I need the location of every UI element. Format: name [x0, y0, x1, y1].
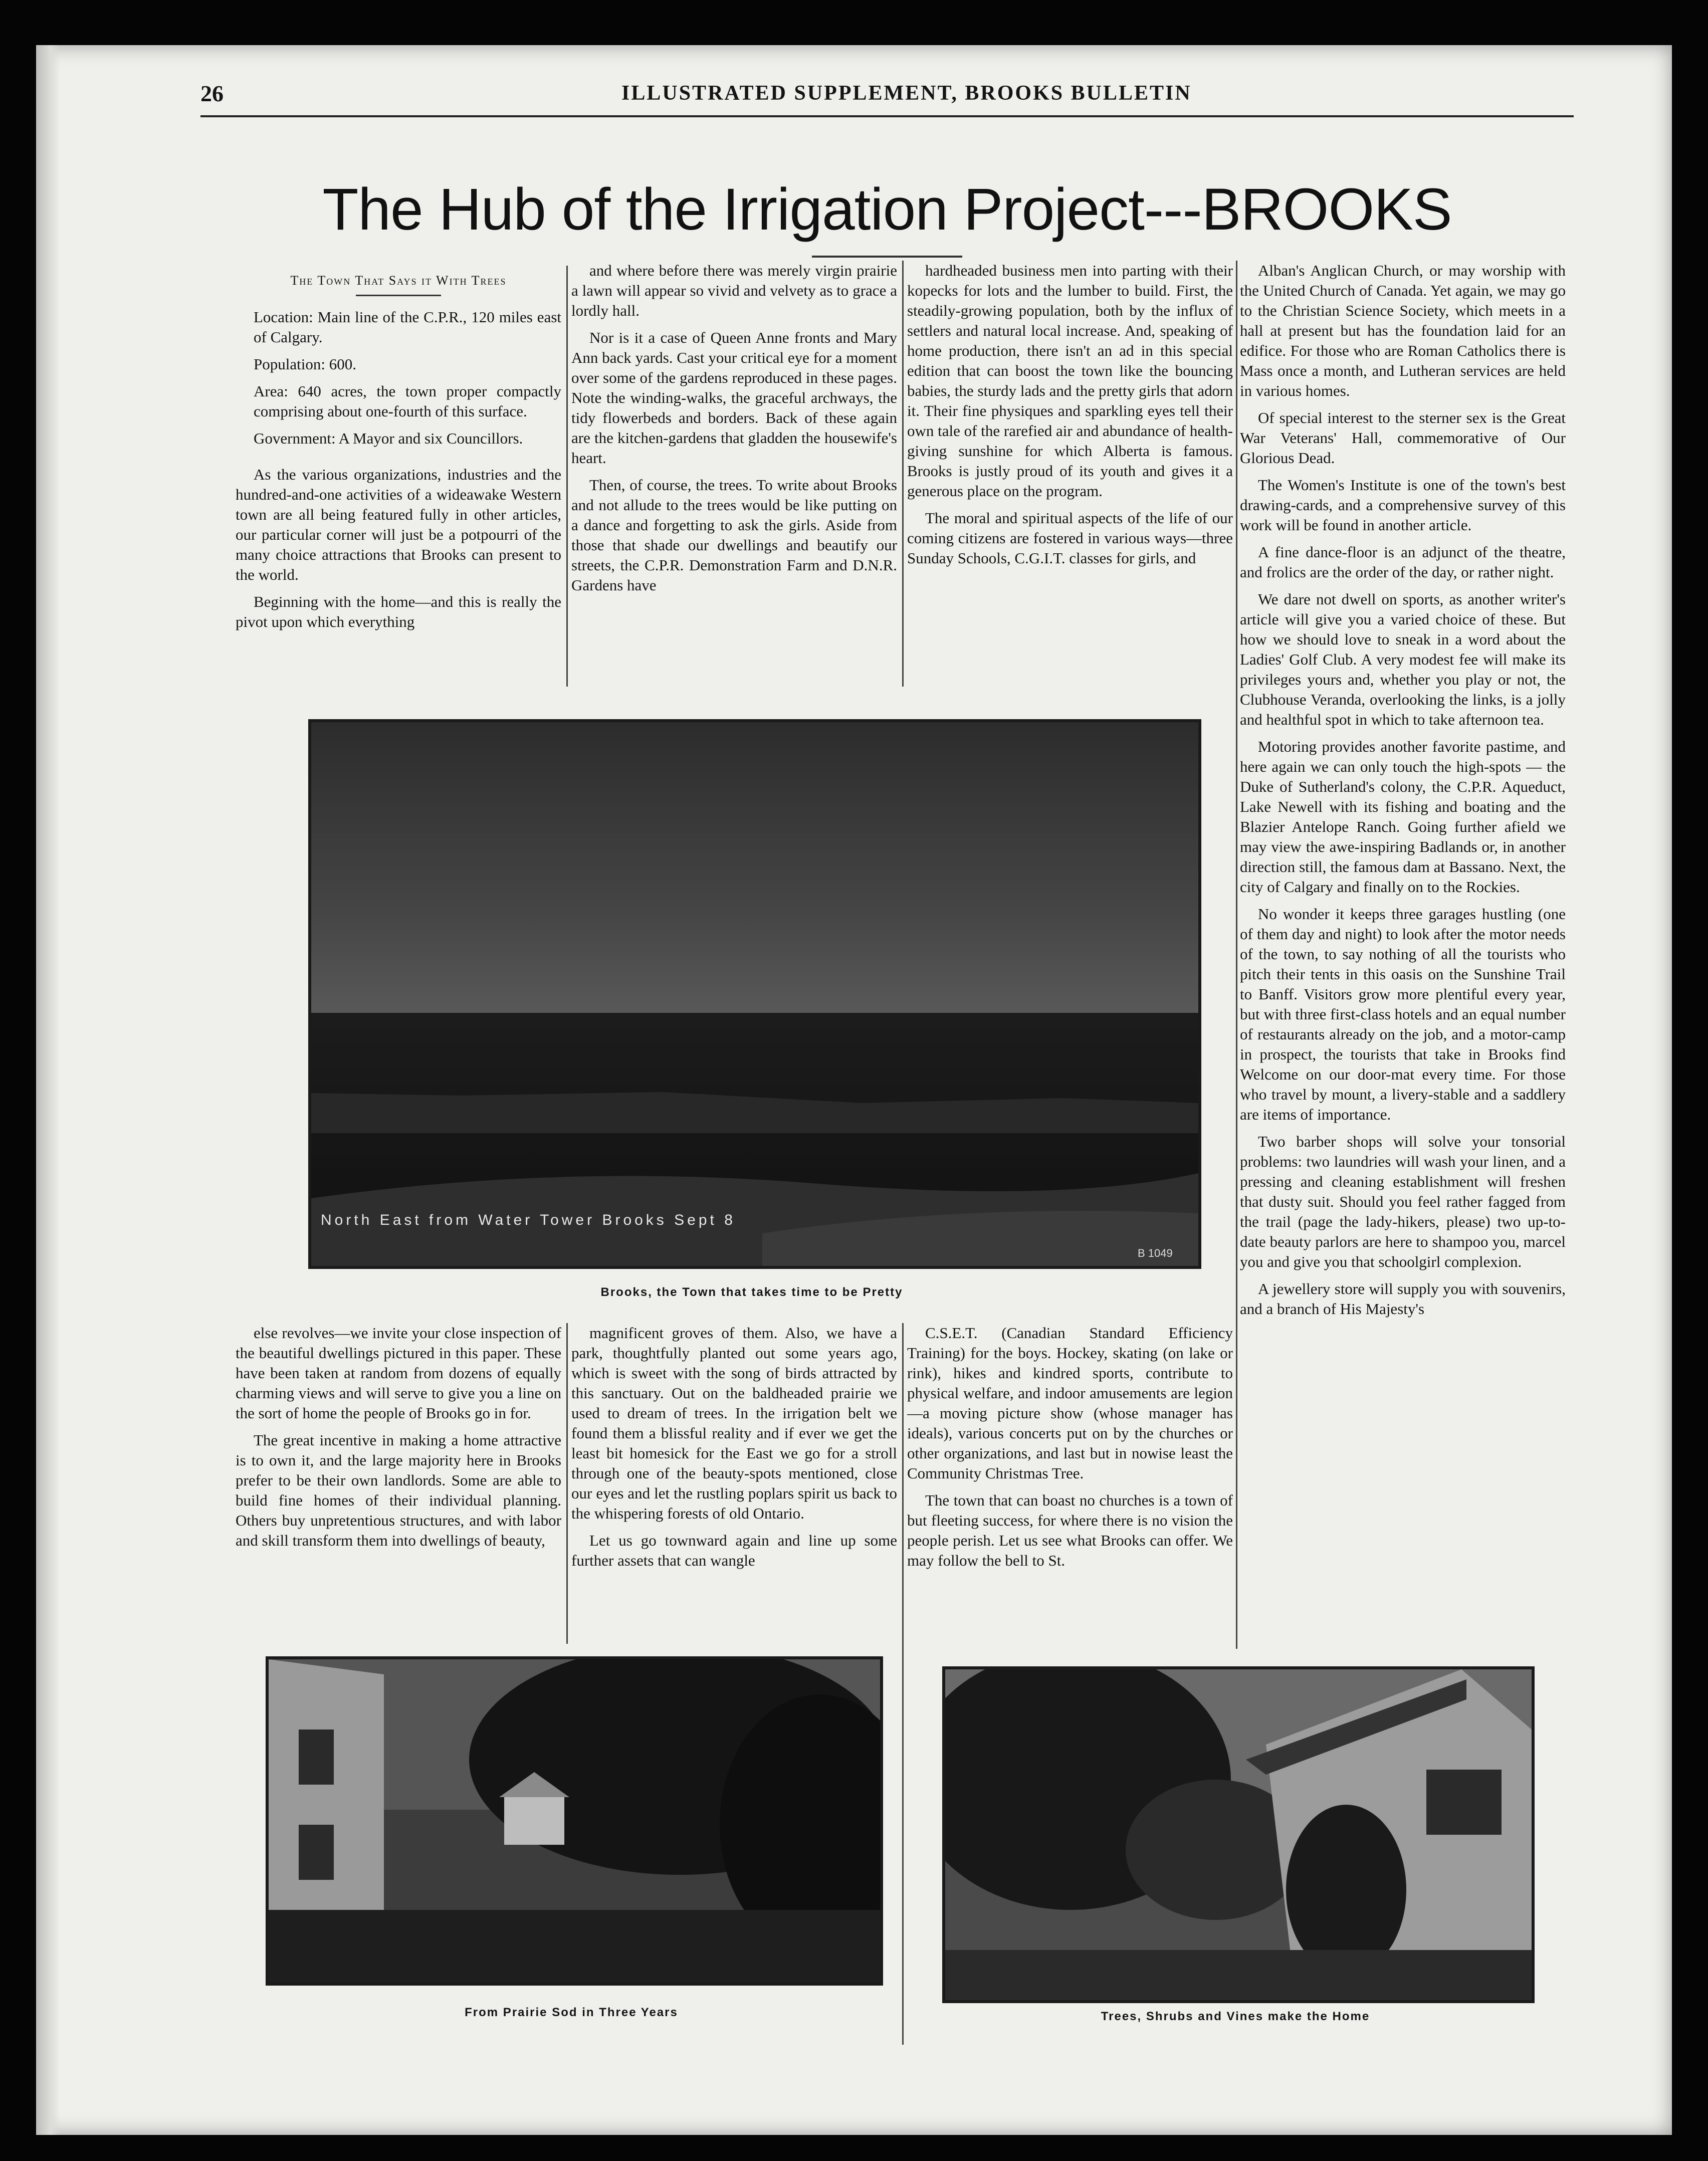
column-1-top-text [236, 465, 561, 632]
fact-label: Government: [254, 429, 336, 447]
bottom-right-photo-image [945, 1669, 1532, 2000]
paragraph: Two barber shops will solve your tonsorial problems: two laundries will wash your linen, and a pressing and cleaning establishment will freshen that dusty suit. Should you feel rather fagged from the trail (page the lady-hikers, please) two up-to-date beauty parlors are here to shampoo you, marcel you and give you that schoolgirl complexion. [1240, 1133, 1566, 1270]
page-number: 26 [200, 81, 224, 106]
column-rule [566, 266, 568, 687]
page-header [200, 80, 1574, 117]
fact-item [236, 428, 561, 449]
fact-label: Location: [254, 308, 313, 326]
column-2-bottom-text [571, 1323, 897, 1571]
paragraph: A jewellery store will supply you with souvenirs, and a branch of His Majesty's [1240, 1280, 1566, 1318]
main-photo-image [311, 722, 1198, 1266]
column-2-bottom [571, 1323, 897, 1644]
fact-value: Main line of the C.P.R., 120 miles east of Calgary. [254, 308, 561, 346]
paragraph: Of special interest to the sterner sex is the Great War Veterans' Hall, commemorative of Our Glorious Dead. [1240, 409, 1566, 467]
paragraph: Alban's Anglican Church, or may worship with the United Church of Canada. Yet again, we may go to the Christian Science Society, which meets in a hall at present but has the foundation laid for an edifice. For those who are Roman Catholics there is Mass once a month, and Lutheran services are held in various homes. [1240, 262, 1566, 399]
main-photo [308, 719, 1201, 1269]
paragraph: The Women's Institute is one of the town's best drawing-cards, and a comprehensive survey of this work will be found in another article. [1240, 476, 1566, 534]
page-edge-shadow [36, 45, 60, 2135]
column-3-bottom [907, 1323, 1233, 1644]
bottom-left-photo [266, 1656, 883, 1986]
bottom-right-caption: Trees, Shrubs and Vines make the Home [1101, 2010, 1370, 2023]
column-4 [1240, 261, 1566, 1654]
column-rule [902, 261, 904, 687]
fact-item [236, 307, 561, 347]
fact-label: Area: [254, 382, 288, 400]
headline: The Hub of the Irrigation Project---BROOKS [322, 176, 1452, 243]
paragraph: We dare not dwell on sports, as another writer's article will give you a varied choice of these. But how we should love to sneak in a word about the Ladies' Golf Club. A very modest fee will make its privileges yours and, whether you play or not, the Clubhouse Veranda, overlooking the links, is a jolly and healthful spot in which to take afternoon tea. [1240, 590, 1566, 728]
paragraph: As the various organizations, industries and the hundred-and-one activities of a wideawake Western town are all being featured fully in other articles, our particular corner will just be a potpourri of the many choice attractions that Brooks can present to the world. [236, 466, 561, 583]
fact-item [236, 354, 561, 374]
fact-value: 640 acres, the town proper compactly comprising about one-fourth of this surface. [254, 382, 561, 420]
photo-overlay-text: North East from Water Tower Brooks Sept 8 [321, 1212, 736, 1228]
paragraph: C.S.E.T. (Canadian Standard Efficiency Training) for the boys. Hockey, skating (on lake or rink), hikes and kindred sports, contribute to physical welfare, and indoor amusements are legion—a moving picture show (whose manager has ideals), various concerts put on by the churches or other organizations, and last but in nowise least the Community Christmas Tree. [907, 1324, 1233, 1482]
bottom-left-photo-image [269, 1659, 880, 1983]
column-1-bottom [236, 1323, 561, 1644]
paragraph: Let us go townward again and line up some further assets that can wangle [571, 1532, 897, 1569]
paragraph: magnificent groves of them. Also, we have a park, thoughtfully planted out some years ago, which is sweet with the song of birds attracted by this sanctuary. Out on the baldheaded prairie we used to dream of trees. In the irrigation belt we found them a blissful reality and if ever we get the least bit homesick for the East we go for a stroll through one of the beauty-spots mentioned, close our eyes and let the rustling poplars spirit us back to the whispering forests of old Ontario. [571, 1324, 897, 1522]
column-rule [902, 1323, 904, 2045]
headline-rule [812, 256, 962, 258]
fact-list [236, 307, 561, 449]
paragraph: The moral and spiritual aspects of the life of our coming citizens are fostered in various ways—three Sunday Schools, C.G.I.T. classes for girls, and [907, 509, 1233, 567]
kicker: The Town That Says it With Trees [290, 273, 507, 288]
paragraph: The great incentive in making a home attractive is to own it, and the large majority here in Brooks prefer to be their own landlords. Some are able to build fine homes of their individual planning. Others buy unpretentious structures, and with labor and skill transform them into dwellings of beauty, [236, 1431, 561, 1549]
fact-value: 600. [329, 355, 356, 373]
bottom-left-caption: From Prairie Sod in Three Years [465, 2006, 678, 2019]
main-photo-caption: Brooks, the Town that takes time to be Pretty [600, 1285, 903, 1299]
paragraph: A fine dance-floor is an adjunct of the theatre, and frolics are the order of the day, or rather night. [1240, 543, 1566, 581]
paragraph: The town that can boast no churches is a town of but fleeting success, for where there is no vision the people perish. Let us see what Brooks can offer. We may follow the bell to St. [907, 1491, 1233, 1569]
fact-value: A Mayor and six Councillors. [338, 429, 523, 447]
paragraph: and where before there was merely virgin prairie a lawn will appear so vivid and velvety as to grace a lordly hall. [571, 262, 897, 319]
column-2-top-text [571, 261, 897, 595]
column-1-bottom-text [236, 1323, 561, 1551]
column-1-top [236, 271, 561, 692]
column-4-text [1240, 261, 1566, 1319]
paragraph: No wonder it keeps three garages hustling (one of them day and night) to look after the motor needs of the town, to say nothing of all the tourists who pitch their tents in this oasis on the Sunshine Trail to Banff. Visitors grow more plentiful every year, but with three first-class hotels and an equal number of restaurants already on the job, and a motor-camp in prospect, the tourists that take in Brooks find Welcome on our door-mat every time. For those who travel by mount, a livery-stable and a saddlery are items of importance. [1240, 905, 1566, 1123]
column-rule [566, 1323, 568, 1644]
paragraph: else revolves—we invite your close inspection of the beautiful dwellings pictured in this paper. These have been taken at random from dozens of equally charming views and will serve to give you a line on the sort of home the people of Brooks go in for. [236, 1324, 561, 1422]
fact-item [236, 381, 561, 421]
bottom-right-photo [942, 1666, 1535, 2003]
column-3-top-text [907, 261, 1233, 568]
paragraph: Then, of course, the trees. To write about Brooks and not allude to the trees would be like putting on a dance and forgetting to ask the girls. Aside from those that shade our dwellings and beautify our streets, the C.P.R. Demonstration Farm and D.N.R. Gardens have [571, 476, 897, 594]
paragraph: Motoring provides another favorite pastime, and here again we can only touch the high-spots — the Duke of Sutherland's colony, the C.P.R. Aqueduct, Lake Newell with its fishing and boating and the Blazier Antelope Ranch. Going further afield we may view the awe-inspiring Badlands or, in another direction still, the famous dam at Bassano. Next, the city of Calgary and finally on to the Rockies. [1240, 738, 1566, 896]
running-head: ILLUSTRATED SUPPLEMENT, BROOKS BULLETIN [621, 82, 1192, 105]
column-2-top [571, 261, 897, 687]
photo-overlay-number: B 1049 [1138, 1247, 1173, 1259]
fact-label: Population: [254, 355, 325, 373]
column-3-bottom-text [907, 1323, 1233, 1571]
kicker-rule [356, 295, 441, 296]
column-rule [1236, 261, 1237, 1649]
paragraph: Beginning with the home—and this is really the pivot upon which everything [236, 593, 561, 630]
paragraph: Nor is it a case of Queen Anne fronts and Mary Ann back yards. Cast your critical eye for a moment over some of the gardens reproduced in these pages. Note the winding-walks, the graceful archways, the tidy flowerbeds and borders. Back of these again are the kitchen-gardens that gladden the housewife's heart. [571, 329, 897, 467]
column-3-top [907, 261, 1233, 687]
paragraph: hardheaded business men into parting with their kopecks for lots and the lumber to build. First, the steadily-growing population, both by the influx of settlers and natural local increase. And, speaking of home production, there isn't an ad in this special edition that can boost the town like the bouncing babies, the sturdy lads and the pretty girls that adorn it. Their fine physiques and sparkling eyes tell their own tale of the rarefied air and abundance of health-giving sunshine for which Alberta is famous. Brooks is justly proud of its youth and gives it a generous place on the program. [907, 262, 1233, 500]
